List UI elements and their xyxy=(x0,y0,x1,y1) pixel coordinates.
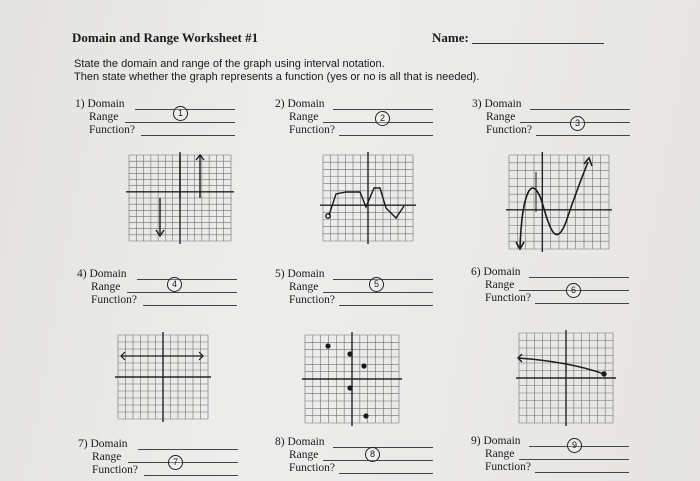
domain-answer-line[interactable] xyxy=(530,109,630,110)
range-label: Range xyxy=(485,279,515,291)
function-label: Function? xyxy=(485,461,531,473)
graph-2-curve xyxy=(326,188,404,218)
domain-label: Domain xyxy=(90,438,128,450)
problem-number: 9) xyxy=(471,435,481,447)
name-label: Name: xyxy=(432,30,469,45)
problem-6-answers xyxy=(471,266,661,308)
problem-number: 7) xyxy=(78,438,88,450)
problem-badge: 9 xyxy=(567,438,582,453)
domain-answer-line[interactable] xyxy=(138,449,238,450)
graph-5-curve xyxy=(326,344,368,418)
instructions-line-2: Then state whether the graph represents a function (yes or no is all that is needed). xyxy=(74,71,480,83)
graph-3-curve xyxy=(516,158,592,249)
function-answer-line[interactable] xyxy=(141,135,235,136)
domain-label: Domain xyxy=(287,436,325,448)
range-label: Range xyxy=(289,449,319,461)
function-answer-line[interactable] xyxy=(339,305,433,306)
domain-label: Domain xyxy=(89,268,127,280)
function-label: Function? xyxy=(289,462,335,474)
problem-3-answers xyxy=(472,98,662,140)
problem-number: 4) xyxy=(77,268,87,280)
problem-number: 2) xyxy=(275,98,285,110)
range-label: Range xyxy=(92,451,122,463)
graph-6-curve xyxy=(518,354,606,376)
problem-badge: 3 xyxy=(570,116,585,131)
function-label: Function? xyxy=(91,294,137,306)
graph-6 xyxy=(516,330,616,426)
range-answer-line[interactable] xyxy=(519,459,629,460)
problem-5-answers xyxy=(275,268,465,310)
problem-4-answers xyxy=(77,268,267,310)
range-label: Range xyxy=(91,281,121,293)
problem-badge: 8 xyxy=(365,447,380,462)
range-answer-line[interactable] xyxy=(323,292,433,293)
domain-label: Domain xyxy=(287,268,325,280)
problem-badge: 1 xyxy=(173,106,188,121)
domain-label: Domain xyxy=(287,98,325,110)
problem-8-answers xyxy=(275,436,465,478)
range-answer-line[interactable] xyxy=(323,460,433,461)
domain-label: Domain xyxy=(484,98,522,110)
problem-badge: 5 xyxy=(369,277,384,292)
function-label: Function? xyxy=(485,292,531,304)
problem-7-answers xyxy=(78,438,268,480)
domain-answer-line[interactable] xyxy=(529,277,629,278)
problem-number: 3) xyxy=(472,98,482,110)
range-label: Range xyxy=(289,111,319,123)
problem-number: 8) xyxy=(275,436,285,448)
graph-1 xyxy=(126,152,234,244)
problem-badge: 2 xyxy=(375,111,390,126)
range-label: Range xyxy=(486,111,516,123)
range-label: Range xyxy=(485,448,515,460)
problem-badge: 7 xyxy=(168,455,183,470)
function-answer-line[interactable] xyxy=(535,472,629,473)
graph-4 xyxy=(115,332,211,422)
range-answer-line[interactable] xyxy=(128,462,238,463)
range-label: Range xyxy=(89,111,119,123)
function-answer-line[interactable] xyxy=(536,135,630,136)
function-label: Function? xyxy=(289,294,335,306)
function-label: Function? xyxy=(486,124,532,136)
graph-2 xyxy=(320,152,416,244)
function-label: Function? xyxy=(92,464,138,476)
problem-number: 1) xyxy=(75,98,85,110)
range-answer-line[interactable] xyxy=(127,292,237,293)
range-label: Range xyxy=(289,281,319,293)
domain-answer-line[interactable] xyxy=(333,109,433,110)
domain-label: Domain xyxy=(87,98,125,110)
worksheet-title: Domain and Range Worksheet #1 xyxy=(72,30,259,45)
function-label: Function? xyxy=(289,124,335,136)
domain-answer-line[interactable] xyxy=(333,447,433,448)
instructions-line-1: State the domain and range of the graph using interval notation. xyxy=(74,58,385,70)
domain-label: Domain xyxy=(483,435,521,447)
domain-label: Domain xyxy=(483,266,521,278)
problem-badge: 4 xyxy=(167,277,182,292)
function-answer-line[interactable] xyxy=(535,303,629,304)
problem-badge: 6 xyxy=(566,283,581,298)
name-blank-line[interactable] xyxy=(472,43,604,44)
domain-answer-line[interactable] xyxy=(137,279,237,280)
graph-4-curve xyxy=(121,352,203,360)
range-answer-line[interactable] xyxy=(125,122,235,123)
problem-number: 6) xyxy=(471,266,481,278)
function-answer-line[interactable] xyxy=(144,475,238,476)
problem-1-answers xyxy=(75,98,265,140)
function-answer-line[interactable] xyxy=(143,305,237,306)
problem-9-answers xyxy=(471,435,661,477)
problem-number: 5) xyxy=(275,268,285,280)
graph-3 xyxy=(506,152,612,252)
function-answer-line[interactable] xyxy=(339,135,433,136)
function-label: Function? xyxy=(89,124,135,136)
graph-5 xyxy=(302,332,402,426)
problem-2-answers xyxy=(275,98,465,140)
function-answer-line[interactable] xyxy=(339,473,433,474)
